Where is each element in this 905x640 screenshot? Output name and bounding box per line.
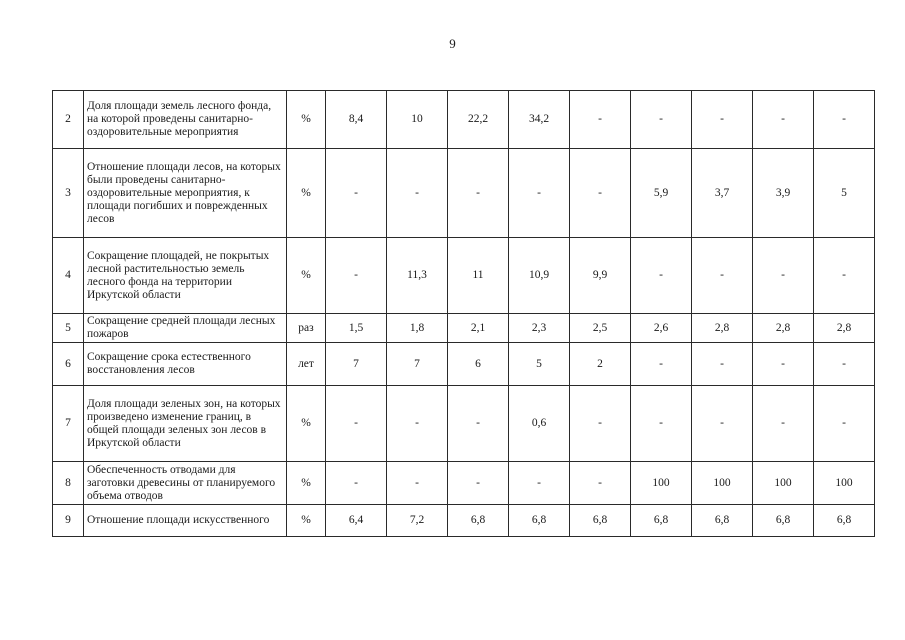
value-cell: 3,7 xyxy=(692,149,753,238)
indicator-description-cell: Отношение площади искусственного xyxy=(84,505,287,537)
value-cell: - xyxy=(387,149,448,238)
value-cell: - xyxy=(692,238,753,314)
value-cell: 3,9 xyxy=(753,149,814,238)
value-cell: - xyxy=(814,238,875,314)
value-cell: - xyxy=(448,386,509,462)
value-cell: 6 xyxy=(448,343,509,386)
indicator-description-cell: Сокращение средней площади лесных пожаров xyxy=(84,314,287,343)
unit-cell: % xyxy=(287,462,326,505)
value-cell: 11 xyxy=(448,238,509,314)
value-cell: - xyxy=(631,386,692,462)
value-cell: 2,8 xyxy=(692,314,753,343)
table-row xyxy=(53,386,875,462)
value-cell: - xyxy=(631,343,692,386)
value-cell: - xyxy=(570,386,631,462)
unit-cell: % xyxy=(287,91,326,149)
unit-cell: лет xyxy=(287,343,326,386)
value-cell: 10,9 xyxy=(509,238,570,314)
table-row xyxy=(53,343,875,386)
value-cell: 2,8 xyxy=(753,314,814,343)
row-number-cell: 8 xyxy=(53,462,84,505)
value-cell: - xyxy=(326,238,387,314)
value-cell: - xyxy=(326,462,387,505)
unit-cell: % xyxy=(287,238,326,314)
value-cell: - xyxy=(326,386,387,462)
table-row xyxy=(53,314,875,343)
value-cell: - xyxy=(570,149,631,238)
value-cell: 2,5 xyxy=(570,314,631,343)
page-number: 9 xyxy=(449,36,456,51)
value-cell: - xyxy=(631,238,692,314)
value-cell: 34,2 xyxy=(509,91,570,149)
indicator-description-cell: Обеспеченность отводами для заготовки древесины от планируемого объема отводов xyxy=(84,462,287,505)
value-cell: 2 xyxy=(570,343,631,386)
value-cell: 5 xyxy=(509,343,570,386)
value-cell: - xyxy=(509,149,570,238)
value-cell: - xyxy=(509,462,570,505)
value-cell: 7 xyxy=(387,343,448,386)
value-cell: - xyxy=(692,386,753,462)
value-cell: 100 xyxy=(814,462,875,505)
value-cell: - xyxy=(753,343,814,386)
value-cell: 5 xyxy=(814,149,875,238)
value-cell: - xyxy=(753,238,814,314)
value-cell: 6,8 xyxy=(509,505,570,537)
value-cell: - xyxy=(814,343,875,386)
value-cell: 6,8 xyxy=(570,505,631,537)
indicators-table xyxy=(52,90,875,537)
value-cell: 6,8 xyxy=(753,505,814,537)
value-cell: 6,8 xyxy=(448,505,509,537)
row-number-cell: 2 xyxy=(53,91,84,149)
unit-cell: % xyxy=(287,505,326,537)
value-cell: 6,4 xyxy=(326,505,387,537)
value-cell: - xyxy=(631,91,692,149)
value-cell: 1,5 xyxy=(326,314,387,343)
unit-cell: раз xyxy=(287,314,326,343)
value-cell: - xyxy=(448,149,509,238)
value-cell: 2,3 xyxy=(509,314,570,343)
row-number-cell: 4 xyxy=(53,238,84,314)
value-cell: 5,9 xyxy=(631,149,692,238)
value-cell: 0,6 xyxy=(509,386,570,462)
value-cell: 7 xyxy=(326,343,387,386)
value-cell: - xyxy=(753,91,814,149)
value-cell: - xyxy=(570,462,631,505)
table-row xyxy=(53,462,875,505)
value-cell: - xyxy=(814,386,875,462)
value-cell: - xyxy=(387,386,448,462)
unit-cell: % xyxy=(287,386,326,462)
value-cell: - xyxy=(692,343,753,386)
value-cell: 100 xyxy=(753,462,814,505)
value-cell: 2,1 xyxy=(448,314,509,343)
value-cell: 6,8 xyxy=(692,505,753,537)
indicator-description-cell: Сокращение срока естественного восстановления лесов xyxy=(84,343,287,386)
value-cell: - xyxy=(326,149,387,238)
value-cell: 6,8 xyxy=(814,505,875,537)
indicator-description-cell: Доля площади зеленых зон, на которых произведено изменение границ, в общей площади зеленых зон лесов в Иркутской области xyxy=(84,386,287,462)
table-row xyxy=(53,505,875,537)
value-cell: 100 xyxy=(631,462,692,505)
table-row xyxy=(53,91,875,149)
unit-cell: % xyxy=(287,149,326,238)
value-cell: - xyxy=(692,91,753,149)
value-cell: 9,9 xyxy=(570,238,631,314)
row-number-cell: 7 xyxy=(53,386,84,462)
indicator-description-cell: Отношение площади лесов, на которых были проведены санитарно-оздоровительные мероприятия, к площади погибших и поврежденных лесов xyxy=(84,149,287,238)
value-cell: 11,3 xyxy=(387,238,448,314)
value-cell: 2,8 xyxy=(814,314,875,343)
value-cell: - xyxy=(570,91,631,149)
value-cell: 8,4 xyxy=(326,91,387,149)
value-cell: - xyxy=(753,386,814,462)
table-row xyxy=(53,238,875,314)
value-cell: 100 xyxy=(692,462,753,505)
table-row xyxy=(53,149,875,238)
row-number-cell: 5 xyxy=(53,314,84,343)
value-cell: 22,2 xyxy=(448,91,509,149)
row-number-cell: 3 xyxy=(53,149,84,238)
value-cell: - xyxy=(448,462,509,505)
value-cell: 1,8 xyxy=(387,314,448,343)
row-number-cell: 6 xyxy=(53,343,84,386)
value-cell: 2,6 xyxy=(631,314,692,343)
value-cell: 7,2 xyxy=(387,505,448,537)
value-cell: 6,8 xyxy=(631,505,692,537)
indicator-description-cell: Доля площади земель лесного фонда, на которой проведены санитарно-оздоровительные мероприятия xyxy=(84,91,287,149)
row-number-cell: 9 xyxy=(53,505,84,537)
value-cell: - xyxy=(814,91,875,149)
value-cell: 10 xyxy=(387,91,448,149)
value-cell: - xyxy=(387,462,448,505)
indicator-description-cell: Сокращение площадей, не покрытых лесной растительностью земель лесного фонда на территории Иркутской области xyxy=(84,238,287,314)
